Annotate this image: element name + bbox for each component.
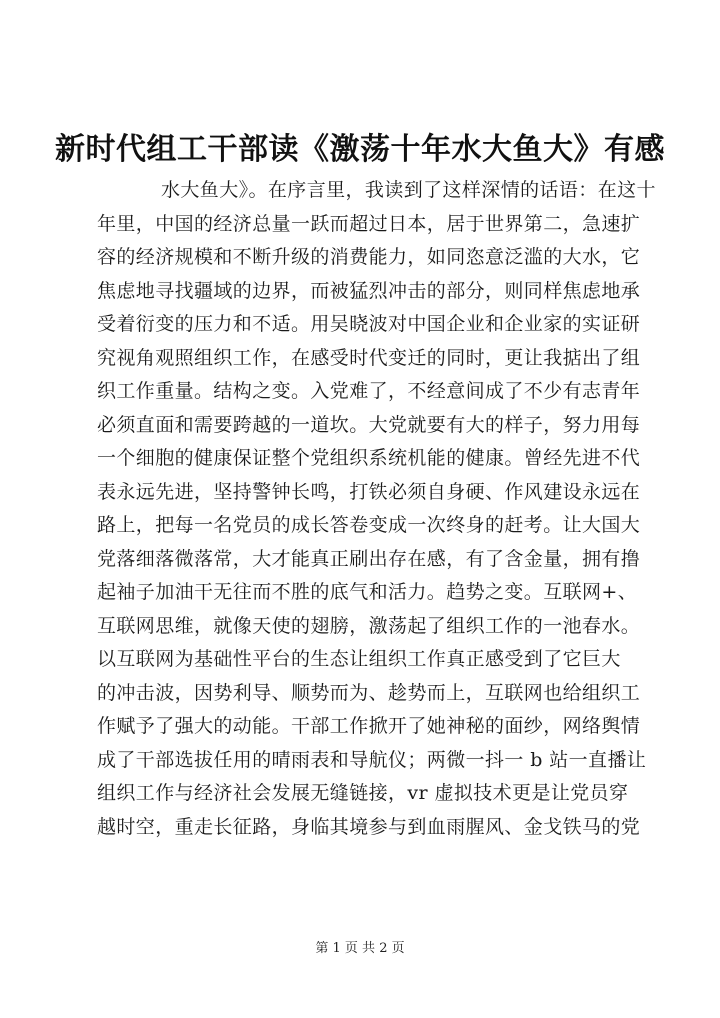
body-line: 的冲击波，因势利导、顺势而为、趁势而上，互联网也给组织工 [97, 681, 641, 704]
body-line: 焦虑地寻找疆域的边界，而被猛烈冲击的部分，则同样焦虑地承 [97, 279, 641, 302]
body-line: 容的经济规模和不断升级的消费能力，如同恣意泛滥的大水，它 [97, 246, 641, 268]
body-line: 以互联网为基础性平台的生态让组织工作真正感受到了它巨大 [97, 648, 621, 670]
body-line: 究视角观照组织工作，在感受时代变迁的同时，更让我掂出了组 [97, 346, 641, 369]
body-line: 组织工作与经济社会发展无缝链接，vr 虚拟技术更是让党员穿 [97, 782, 629, 804]
body-line: 表永远先进，坚持警钟长鸣，打铁必须自身硬、作风建设永远在 [97, 480, 641, 503]
body-line: 成了干部选拔任用的晴雨表和导航仪；两微一抖一 b 站一直播让 [97, 748, 647, 771]
body-line: 年里，中国的经济总量一跃而超过日本，居于世界第二，急速扩 [97, 212, 641, 235]
body-line: 作赋予了强大的动能。干部工作掀开了她神秘的面纱，网络舆情 [97, 715, 641, 737]
body-line: 受着衍变的压力和不适。用吴晓波对中国企业和企业家的实证研 [97, 313, 641, 335]
page-number-footer: 第 1 页 共 2 页 [315, 941, 405, 956]
body-line: 一个细胞的健康保证整个党组织系统机能的健康。曾经先进不代 [97, 447, 641, 469]
document-body [97, 174, 656, 844]
body-line: 互联网思维，就像天使的翅膀，激荡起了组织工作的一池春水。 [97, 614, 641, 637]
body-line: 路上，把每一名党员的成长答卷变成一次终身的赶考。让大国大 [97, 514, 641, 536]
body-line: 越时空，重走长征路，身临其境参与到血雨腥风、金戈铁马的党 [97, 815, 641, 838]
body-line: 党落细落微落常，大才能真正刷出存在感，有了含金量，拥有撸 [97, 547, 641, 570]
body-line: 必须直面和需要跨越的一道坎。大党就要有大的样子，努力用每 [97, 413, 641, 436]
body-line: 水大鱼大》。在序言里，我读到了这样深情的话语：在这十 [161, 179, 656, 201]
document-title: 新时代组工干部读《激荡十年水大鱼大》有感 [55, 132, 665, 167]
body-line: 起袖子加油干无往而不胜的底气和活力。趋势之变。互联网+、 [97, 581, 638, 603]
body-line: 织工作重量。结构之变。入党难了，不经意间成了不少有志青年 [97, 380, 641, 402]
